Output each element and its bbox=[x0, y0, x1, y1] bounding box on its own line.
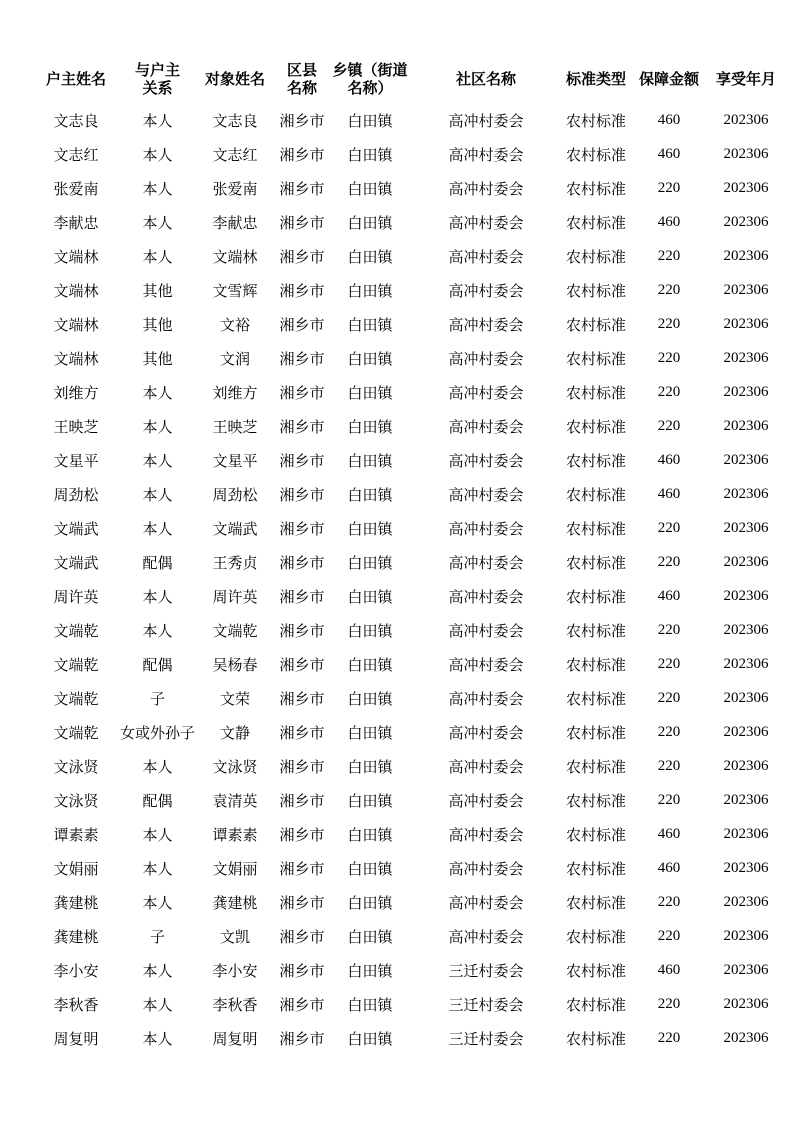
col-recipient-name-cell: 李秋香 bbox=[212, 995, 258, 1014]
col-household-head-cell: 文端乾 bbox=[53, 689, 99, 708]
col-period-cell: 202306 bbox=[723, 213, 769, 230]
col-recipient-name-cell: 周劲松 bbox=[212, 485, 258, 504]
col-period-cell: 202306 bbox=[723, 621, 769, 638]
col-community-cell: 三迁村委会 bbox=[448, 1029, 524, 1048]
col-relation-cell: 本人 bbox=[142, 111, 173, 130]
col-household-head-cell: 文端武 bbox=[53, 519, 99, 538]
col-town-cell: 白田镇 bbox=[347, 689, 393, 708]
table-header bbox=[32, 55, 785, 103]
col-county-cell: 湘乡市 bbox=[279, 587, 325, 606]
col-standard-type-cell: 农村标准 bbox=[566, 281, 627, 300]
col-community-cell: 高冲村委会 bbox=[448, 621, 524, 640]
col-county-cell: 湘乡市 bbox=[279, 961, 325, 980]
col-town-cell: 白田镇 bbox=[347, 281, 393, 300]
col-relation-cell: 配偶 bbox=[142, 553, 173, 572]
table-row bbox=[32, 715, 785, 749]
col-county-header: 区县 名称 bbox=[287, 61, 318, 97]
col-standard-type-cell: 农村标准 bbox=[566, 247, 627, 266]
table-row bbox=[32, 1021, 785, 1055]
col-town-cell: 白田镇 bbox=[347, 655, 393, 674]
col-relation-cell: 本人 bbox=[142, 179, 173, 198]
col-county-cell: 湘乡市 bbox=[279, 893, 325, 912]
col-recipient-name-cell: 文润 bbox=[220, 349, 251, 368]
header-row bbox=[32, 55, 785, 103]
col-amount-cell: 220 bbox=[657, 621, 681, 638]
col-county-cell: 湘乡市 bbox=[279, 451, 325, 470]
col-county-cell: 湘乡市 bbox=[279, 349, 325, 368]
col-county-cell: 湘乡市 bbox=[279, 553, 325, 572]
col-relation-cell: 本人 bbox=[142, 451, 173, 470]
col-relation-cell: 本人 bbox=[142, 383, 173, 402]
col-household-head-cell: 文端乾 bbox=[53, 621, 99, 640]
col-household-head-cell: 文端林 bbox=[53, 247, 99, 266]
col-relation-cell: 其他 bbox=[142, 349, 173, 368]
col-amount-cell: 220 bbox=[657, 689, 681, 706]
col-town-cell: 白田镇 bbox=[347, 587, 393, 606]
col-recipient-name-cell: 李小安 bbox=[212, 961, 258, 980]
col-town-cell: 白田镇 bbox=[347, 621, 393, 640]
table-row bbox=[32, 817, 785, 851]
col-amount-cell: 460 bbox=[657, 485, 681, 502]
col-town-cell: 白田镇 bbox=[347, 451, 393, 470]
col-town-cell: 白田镇 bbox=[347, 1029, 393, 1048]
col-household-head-cell: 文端林 bbox=[53, 281, 99, 300]
col-relation-cell: 其他 bbox=[142, 315, 173, 334]
table-row bbox=[32, 375, 785, 409]
col-household-head-cell: 刘维方 bbox=[53, 383, 99, 402]
table-body bbox=[32, 103, 785, 1055]
col-standard-type-cell: 农村标准 bbox=[566, 689, 627, 708]
col-relation-cell: 本人 bbox=[142, 247, 173, 266]
col-amount-cell: 220 bbox=[657, 927, 681, 944]
table-row bbox=[32, 341, 785, 375]
col-community-cell: 三迁村委会 bbox=[448, 995, 524, 1014]
col-period-cell: 202306 bbox=[723, 723, 769, 740]
col-community-cell: 高冲村委会 bbox=[448, 179, 524, 198]
col-recipient-name-cell: 周许英 bbox=[212, 587, 258, 606]
col-town-cell: 白田镇 bbox=[347, 519, 393, 538]
col-period-cell: 202306 bbox=[723, 791, 769, 808]
col-community-header: 社区名称 bbox=[456, 70, 517, 88]
col-standard-type-cell: 农村标准 bbox=[566, 111, 627, 130]
col-standard-type-cell: 农村标准 bbox=[566, 961, 627, 980]
col-county-cell: 湘乡市 bbox=[279, 927, 325, 946]
col-amount-cell: 460 bbox=[657, 587, 681, 604]
col-relation-cell: 子 bbox=[150, 689, 166, 708]
col-recipient-name-cell: 李献忠 bbox=[212, 213, 258, 232]
col-amount-cell: 220 bbox=[657, 417, 681, 434]
col-period-cell: 202306 bbox=[723, 927, 769, 944]
col-amount-header: 保障金额 bbox=[639, 70, 700, 88]
col-recipient-name-cell: 文娟丽 bbox=[212, 859, 258, 878]
col-community-cell: 高冲村委会 bbox=[448, 757, 524, 776]
col-community-cell: 高冲村委会 bbox=[448, 519, 524, 538]
col-period-cell: 202306 bbox=[723, 689, 769, 706]
col-town-cell: 白田镇 bbox=[347, 247, 393, 266]
col-community-cell: 高冲村委会 bbox=[448, 893, 524, 912]
col-relation-cell: 本人 bbox=[142, 621, 173, 640]
col-community-cell: 高冲村委会 bbox=[448, 213, 524, 232]
col-relation-cell: 本人 bbox=[142, 417, 173, 436]
col-county-cell: 湘乡市 bbox=[279, 723, 325, 742]
col-relation-cell: 本人 bbox=[142, 485, 173, 504]
table-row bbox=[32, 579, 785, 613]
col-recipient-name-cell: 袁清英 bbox=[212, 791, 258, 810]
col-standard-type-cell: 农村标准 bbox=[566, 451, 627, 470]
col-town-cell: 白田镇 bbox=[347, 179, 393, 198]
table-row bbox=[32, 103, 785, 137]
col-household-head-cell: 文端武 bbox=[53, 553, 99, 572]
col-household-head-cell: 文泳贤 bbox=[53, 791, 99, 810]
col-community-cell: 高冲村委会 bbox=[448, 417, 524, 436]
col-standard-type-cell: 农村标准 bbox=[566, 1029, 627, 1048]
col-town-header: 乡镇（街道 名称） bbox=[332, 61, 408, 97]
col-community-cell: 高冲村委会 bbox=[448, 791, 524, 810]
col-county-cell: 湘乡市 bbox=[279, 689, 325, 708]
col-amount-cell: 460 bbox=[657, 213, 681, 230]
col-amount-cell: 460 bbox=[657, 451, 681, 468]
col-period-cell: 202306 bbox=[723, 553, 769, 570]
col-period-cell: 202306 bbox=[723, 961, 769, 978]
table-row bbox=[32, 443, 785, 477]
col-town-cell: 白田镇 bbox=[347, 825, 393, 844]
col-relation-header: 与户主 关系 bbox=[135, 61, 181, 97]
col-household-head-cell: 王映芝 bbox=[53, 417, 99, 436]
col-amount-cell: 220 bbox=[657, 757, 681, 774]
col-town-cell: 白田镇 bbox=[347, 893, 393, 912]
col-community-cell: 高冲村委会 bbox=[448, 927, 524, 946]
col-household-head-cell: 文娟丽 bbox=[53, 859, 99, 878]
col-household-head-cell: 龚建桃 bbox=[53, 893, 99, 912]
col-recipient-name-cell: 文志红 bbox=[212, 145, 258, 164]
col-period-cell: 202306 bbox=[723, 893, 769, 910]
col-community-cell: 三迁村委会 bbox=[448, 961, 524, 980]
col-town-cell: 白田镇 bbox=[347, 859, 393, 878]
table-row bbox=[32, 239, 785, 273]
col-town-cell: 白田镇 bbox=[347, 349, 393, 368]
col-period-cell: 202306 bbox=[723, 315, 769, 332]
table-row bbox=[32, 273, 785, 307]
col-county-cell: 湘乡市 bbox=[279, 247, 325, 266]
col-relation-cell: 本人 bbox=[142, 893, 173, 912]
col-standard-type-cell: 农村标准 bbox=[566, 587, 627, 606]
col-period-cell: 202306 bbox=[723, 825, 769, 842]
col-standard-type-cell: 农村标准 bbox=[566, 179, 627, 198]
col-relation-cell: 配偶 bbox=[142, 791, 173, 810]
col-standard-type-header: 标准类型 bbox=[566, 70, 627, 88]
col-recipient-name-cell: 吴杨春 bbox=[212, 655, 258, 674]
col-period-cell: 202306 bbox=[723, 383, 769, 400]
col-recipient-name-cell: 文裕 bbox=[220, 315, 251, 334]
col-community-cell: 高冲村委会 bbox=[448, 587, 524, 606]
col-amount-cell: 220 bbox=[657, 519, 681, 536]
col-community-cell: 高冲村委会 bbox=[448, 145, 524, 164]
table-row bbox=[32, 613, 785, 647]
col-relation-cell: 本人 bbox=[142, 213, 173, 232]
col-household-head-cell: 李小安 bbox=[53, 961, 99, 980]
col-relation-cell: 配偶 bbox=[142, 655, 173, 674]
col-period-cell: 202306 bbox=[723, 519, 769, 536]
col-recipient-name-cell: 文凯 bbox=[220, 927, 251, 946]
col-community-cell: 高冲村委会 bbox=[448, 859, 524, 878]
col-household-head-cell: 文端乾 bbox=[53, 723, 99, 742]
col-community-cell: 高冲村委会 bbox=[448, 553, 524, 572]
col-county-cell: 湘乡市 bbox=[279, 417, 325, 436]
col-community-cell: 高冲村委会 bbox=[448, 315, 524, 334]
col-period-cell: 202306 bbox=[723, 1029, 769, 1046]
col-town-cell: 白田镇 bbox=[347, 553, 393, 572]
col-relation-cell: 女或外孙子 bbox=[120, 723, 196, 742]
col-amount-cell: 220 bbox=[657, 723, 681, 740]
col-county-cell: 湘乡市 bbox=[279, 825, 325, 844]
col-period-cell: 202306 bbox=[723, 451, 769, 468]
col-county-cell: 湘乡市 bbox=[279, 315, 325, 334]
col-town-cell: 白田镇 bbox=[347, 757, 393, 776]
table-row bbox=[32, 783, 785, 817]
col-standard-type-cell: 农村标准 bbox=[566, 927, 627, 946]
col-recipient-name-header: 对象姓名 bbox=[205, 70, 266, 88]
col-amount-cell: 220 bbox=[657, 281, 681, 298]
col-county-cell: 湘乡市 bbox=[279, 519, 325, 538]
col-relation-cell: 本人 bbox=[142, 757, 173, 776]
col-recipient-name-cell: 王秀贞 bbox=[212, 553, 258, 572]
table-row bbox=[32, 545, 785, 579]
table-row bbox=[32, 681, 785, 715]
col-household-head-cell: 文端林 bbox=[53, 315, 99, 334]
col-county-cell: 湘乡市 bbox=[279, 281, 325, 300]
col-period-cell: 202306 bbox=[723, 417, 769, 434]
col-period-header: 享受年月 bbox=[716, 70, 777, 88]
col-amount-cell: 220 bbox=[657, 553, 681, 570]
col-recipient-name-cell: 谭素素 bbox=[212, 825, 258, 844]
col-county-cell: 湘乡市 bbox=[279, 859, 325, 878]
col-amount-cell: 460 bbox=[657, 145, 681, 162]
col-period-cell: 202306 bbox=[723, 247, 769, 264]
col-standard-type-cell: 农村标准 bbox=[566, 723, 627, 742]
col-standard-type-cell: 农村标准 bbox=[566, 213, 627, 232]
col-community-cell: 高冲村委会 bbox=[448, 655, 524, 674]
col-community-cell: 高冲村委会 bbox=[448, 111, 524, 130]
col-household-head-cell: 周复明 bbox=[53, 1029, 99, 1048]
col-community-cell: 高冲村委会 bbox=[448, 281, 524, 300]
col-recipient-name-cell: 文端乾 bbox=[212, 621, 258, 640]
col-amount-cell: 220 bbox=[657, 247, 681, 264]
col-recipient-name-cell: 刘维方 bbox=[212, 383, 258, 402]
col-county-cell: 湘乡市 bbox=[279, 1029, 325, 1048]
col-household-head-cell: 张爱南 bbox=[53, 179, 99, 198]
col-relation-cell: 本人 bbox=[142, 859, 173, 878]
col-county-cell: 湘乡市 bbox=[279, 213, 325, 232]
col-county-cell: 湘乡市 bbox=[279, 791, 325, 810]
col-relation-cell: 子 bbox=[150, 927, 166, 946]
col-period-cell: 202306 bbox=[723, 859, 769, 876]
table-row bbox=[32, 137, 785, 171]
col-period-cell: 202306 bbox=[723, 349, 769, 366]
col-community-cell: 高冲村委会 bbox=[448, 451, 524, 470]
col-household-head-cell: 文志良 bbox=[53, 111, 99, 130]
col-town-cell: 白田镇 bbox=[347, 927, 393, 946]
col-recipient-name-cell: 文星平 bbox=[212, 451, 258, 470]
col-county-cell: 湘乡市 bbox=[279, 621, 325, 640]
table-row bbox=[32, 953, 785, 987]
col-community-cell: 高冲村委会 bbox=[448, 247, 524, 266]
col-period-cell: 202306 bbox=[723, 587, 769, 604]
col-household-head-cell: 文端乾 bbox=[53, 655, 99, 674]
col-recipient-name-cell: 文志良 bbox=[212, 111, 258, 130]
col-recipient-name-cell: 文雪辉 bbox=[212, 281, 258, 300]
col-standard-type-cell: 农村标准 bbox=[566, 485, 627, 504]
col-recipient-name-cell: 文荣 bbox=[220, 689, 251, 708]
table-row bbox=[32, 987, 785, 1021]
col-household-head-cell: 李献忠 bbox=[53, 213, 99, 232]
col-relation-cell: 本人 bbox=[142, 995, 173, 1014]
col-town-cell: 白田镇 bbox=[347, 315, 393, 334]
col-amount-cell: 220 bbox=[657, 179, 681, 196]
col-town-cell: 白田镇 bbox=[347, 791, 393, 810]
col-amount-cell: 460 bbox=[657, 961, 681, 978]
col-relation-cell: 本人 bbox=[142, 825, 173, 844]
col-household-head-cell: 李秋香 bbox=[53, 995, 99, 1014]
col-standard-type-cell: 农村标准 bbox=[566, 859, 627, 878]
col-amount-cell: 220 bbox=[657, 791, 681, 808]
col-amount-cell: 220 bbox=[657, 995, 681, 1012]
col-relation-cell: 本人 bbox=[142, 1029, 173, 1048]
col-recipient-name-cell: 周复明 bbox=[212, 1029, 258, 1048]
table-row bbox=[32, 647, 785, 681]
col-county-cell: 湘乡市 bbox=[279, 179, 325, 198]
col-community-cell: 高冲村委会 bbox=[448, 485, 524, 504]
table-row bbox=[32, 205, 785, 239]
table-row bbox=[32, 511, 785, 545]
col-period-cell: 202306 bbox=[723, 111, 769, 128]
table-row bbox=[32, 749, 785, 783]
col-standard-type-cell: 农村标准 bbox=[566, 417, 627, 436]
col-relation-cell: 本人 bbox=[142, 145, 173, 164]
col-county-cell: 湘乡市 bbox=[279, 995, 325, 1014]
col-county-cell: 湘乡市 bbox=[279, 655, 325, 674]
col-community-cell: 高冲村委会 bbox=[448, 349, 524, 368]
col-standard-type-cell: 农村标准 bbox=[566, 791, 627, 810]
col-amount-cell: 460 bbox=[657, 111, 681, 128]
col-period-cell: 202306 bbox=[723, 179, 769, 196]
col-community-cell: 高冲村委会 bbox=[448, 383, 524, 402]
col-recipient-name-cell: 文静 bbox=[220, 723, 251, 742]
col-standard-type-cell: 农村标准 bbox=[566, 893, 627, 912]
col-standard-type-cell: 农村标准 bbox=[566, 519, 627, 538]
col-household-head-header: 户主姓名 bbox=[45, 70, 106, 88]
col-period-cell: 202306 bbox=[723, 281, 769, 298]
col-household-head-cell: 文端林 bbox=[53, 349, 99, 368]
col-town-cell: 白田镇 bbox=[347, 417, 393, 436]
col-amount-cell: 220 bbox=[657, 655, 681, 672]
col-standard-type-cell: 农村标准 bbox=[566, 655, 627, 674]
col-recipient-name-cell: 文泳贤 bbox=[212, 757, 258, 776]
col-recipient-name-cell: 张爱南 bbox=[212, 179, 258, 198]
col-relation-cell: 其他 bbox=[142, 281, 173, 300]
table-row bbox=[32, 919, 785, 953]
col-household-head-cell: 文泳贤 bbox=[53, 757, 99, 776]
col-period-cell: 202306 bbox=[723, 757, 769, 774]
table-row bbox=[32, 409, 785, 443]
table-row bbox=[32, 851, 785, 885]
col-period-cell: 202306 bbox=[723, 145, 769, 162]
col-standard-type-cell: 农村标准 bbox=[566, 757, 627, 776]
col-relation-cell: 本人 bbox=[142, 587, 173, 606]
col-standard-type-cell: 农村标准 bbox=[566, 621, 627, 640]
col-community-cell: 高冲村委会 bbox=[448, 689, 524, 708]
col-recipient-name-cell: 文端林 bbox=[212, 247, 258, 266]
col-county-cell: 湘乡市 bbox=[279, 145, 325, 164]
col-relation-cell: 本人 bbox=[142, 961, 173, 980]
col-household-head-cell: 文志红 bbox=[53, 145, 99, 164]
table-row bbox=[32, 477, 785, 511]
col-town-cell: 白田镇 bbox=[347, 111, 393, 130]
col-standard-type-cell: 农村标准 bbox=[566, 553, 627, 572]
table-row bbox=[32, 307, 785, 341]
col-amount-cell: 460 bbox=[657, 859, 681, 876]
col-household-head-cell: 文星平 bbox=[53, 451, 99, 470]
col-county-cell: 湘乡市 bbox=[279, 485, 325, 504]
col-standard-type-cell: 农村标准 bbox=[566, 825, 627, 844]
col-town-cell: 白田镇 bbox=[347, 723, 393, 742]
col-amount-cell: 460 bbox=[657, 825, 681, 842]
col-household-head-cell: 周许英 bbox=[53, 587, 99, 606]
col-standard-type-cell: 农村标准 bbox=[566, 349, 627, 368]
col-period-cell: 202306 bbox=[723, 485, 769, 502]
col-town-cell: 白田镇 bbox=[347, 213, 393, 232]
col-standard-type-cell: 农村标准 bbox=[566, 145, 627, 164]
col-amount-cell: 220 bbox=[657, 383, 681, 400]
col-household-head-cell: 谭素素 bbox=[53, 825, 99, 844]
col-town-cell: 白田镇 bbox=[347, 145, 393, 164]
col-standard-type-cell: 农村标准 bbox=[566, 383, 627, 402]
col-standard-type-cell: 农村标准 bbox=[566, 315, 627, 334]
col-town-cell: 白田镇 bbox=[347, 485, 393, 504]
col-community-cell: 高冲村委会 bbox=[448, 723, 524, 742]
col-recipient-name-cell: 文端武 bbox=[212, 519, 258, 538]
col-amount-cell: 220 bbox=[657, 349, 681, 366]
col-recipient-name-cell: 龚建桃 bbox=[212, 893, 258, 912]
col-amount-cell: 220 bbox=[657, 1029, 681, 1046]
table-row bbox=[32, 171, 785, 205]
col-town-cell: 白田镇 bbox=[347, 383, 393, 402]
col-recipient-name-cell: 王映芝 bbox=[212, 417, 258, 436]
col-standard-type-cell: 农村标准 bbox=[566, 995, 627, 1014]
table-row bbox=[32, 885, 785, 919]
col-county-cell: 湘乡市 bbox=[279, 111, 325, 130]
assistance-table bbox=[32, 55, 785, 1055]
col-period-cell: 202306 bbox=[723, 995, 769, 1012]
col-county-cell: 湘乡市 bbox=[279, 383, 325, 402]
col-amount-cell: 220 bbox=[657, 893, 681, 910]
col-household-head-cell: 周劲松 bbox=[53, 485, 99, 504]
col-household-head-cell: 龚建桃 bbox=[53, 927, 99, 946]
col-relation-cell: 本人 bbox=[142, 519, 173, 538]
col-period-cell: 202306 bbox=[723, 655, 769, 672]
col-town-cell: 白田镇 bbox=[347, 961, 393, 980]
col-community-cell: 高冲村委会 bbox=[448, 825, 524, 844]
col-town-cell: 白田镇 bbox=[347, 995, 393, 1014]
col-county-cell: 湘乡市 bbox=[279, 757, 325, 776]
col-amount-cell: 220 bbox=[657, 315, 681, 332]
